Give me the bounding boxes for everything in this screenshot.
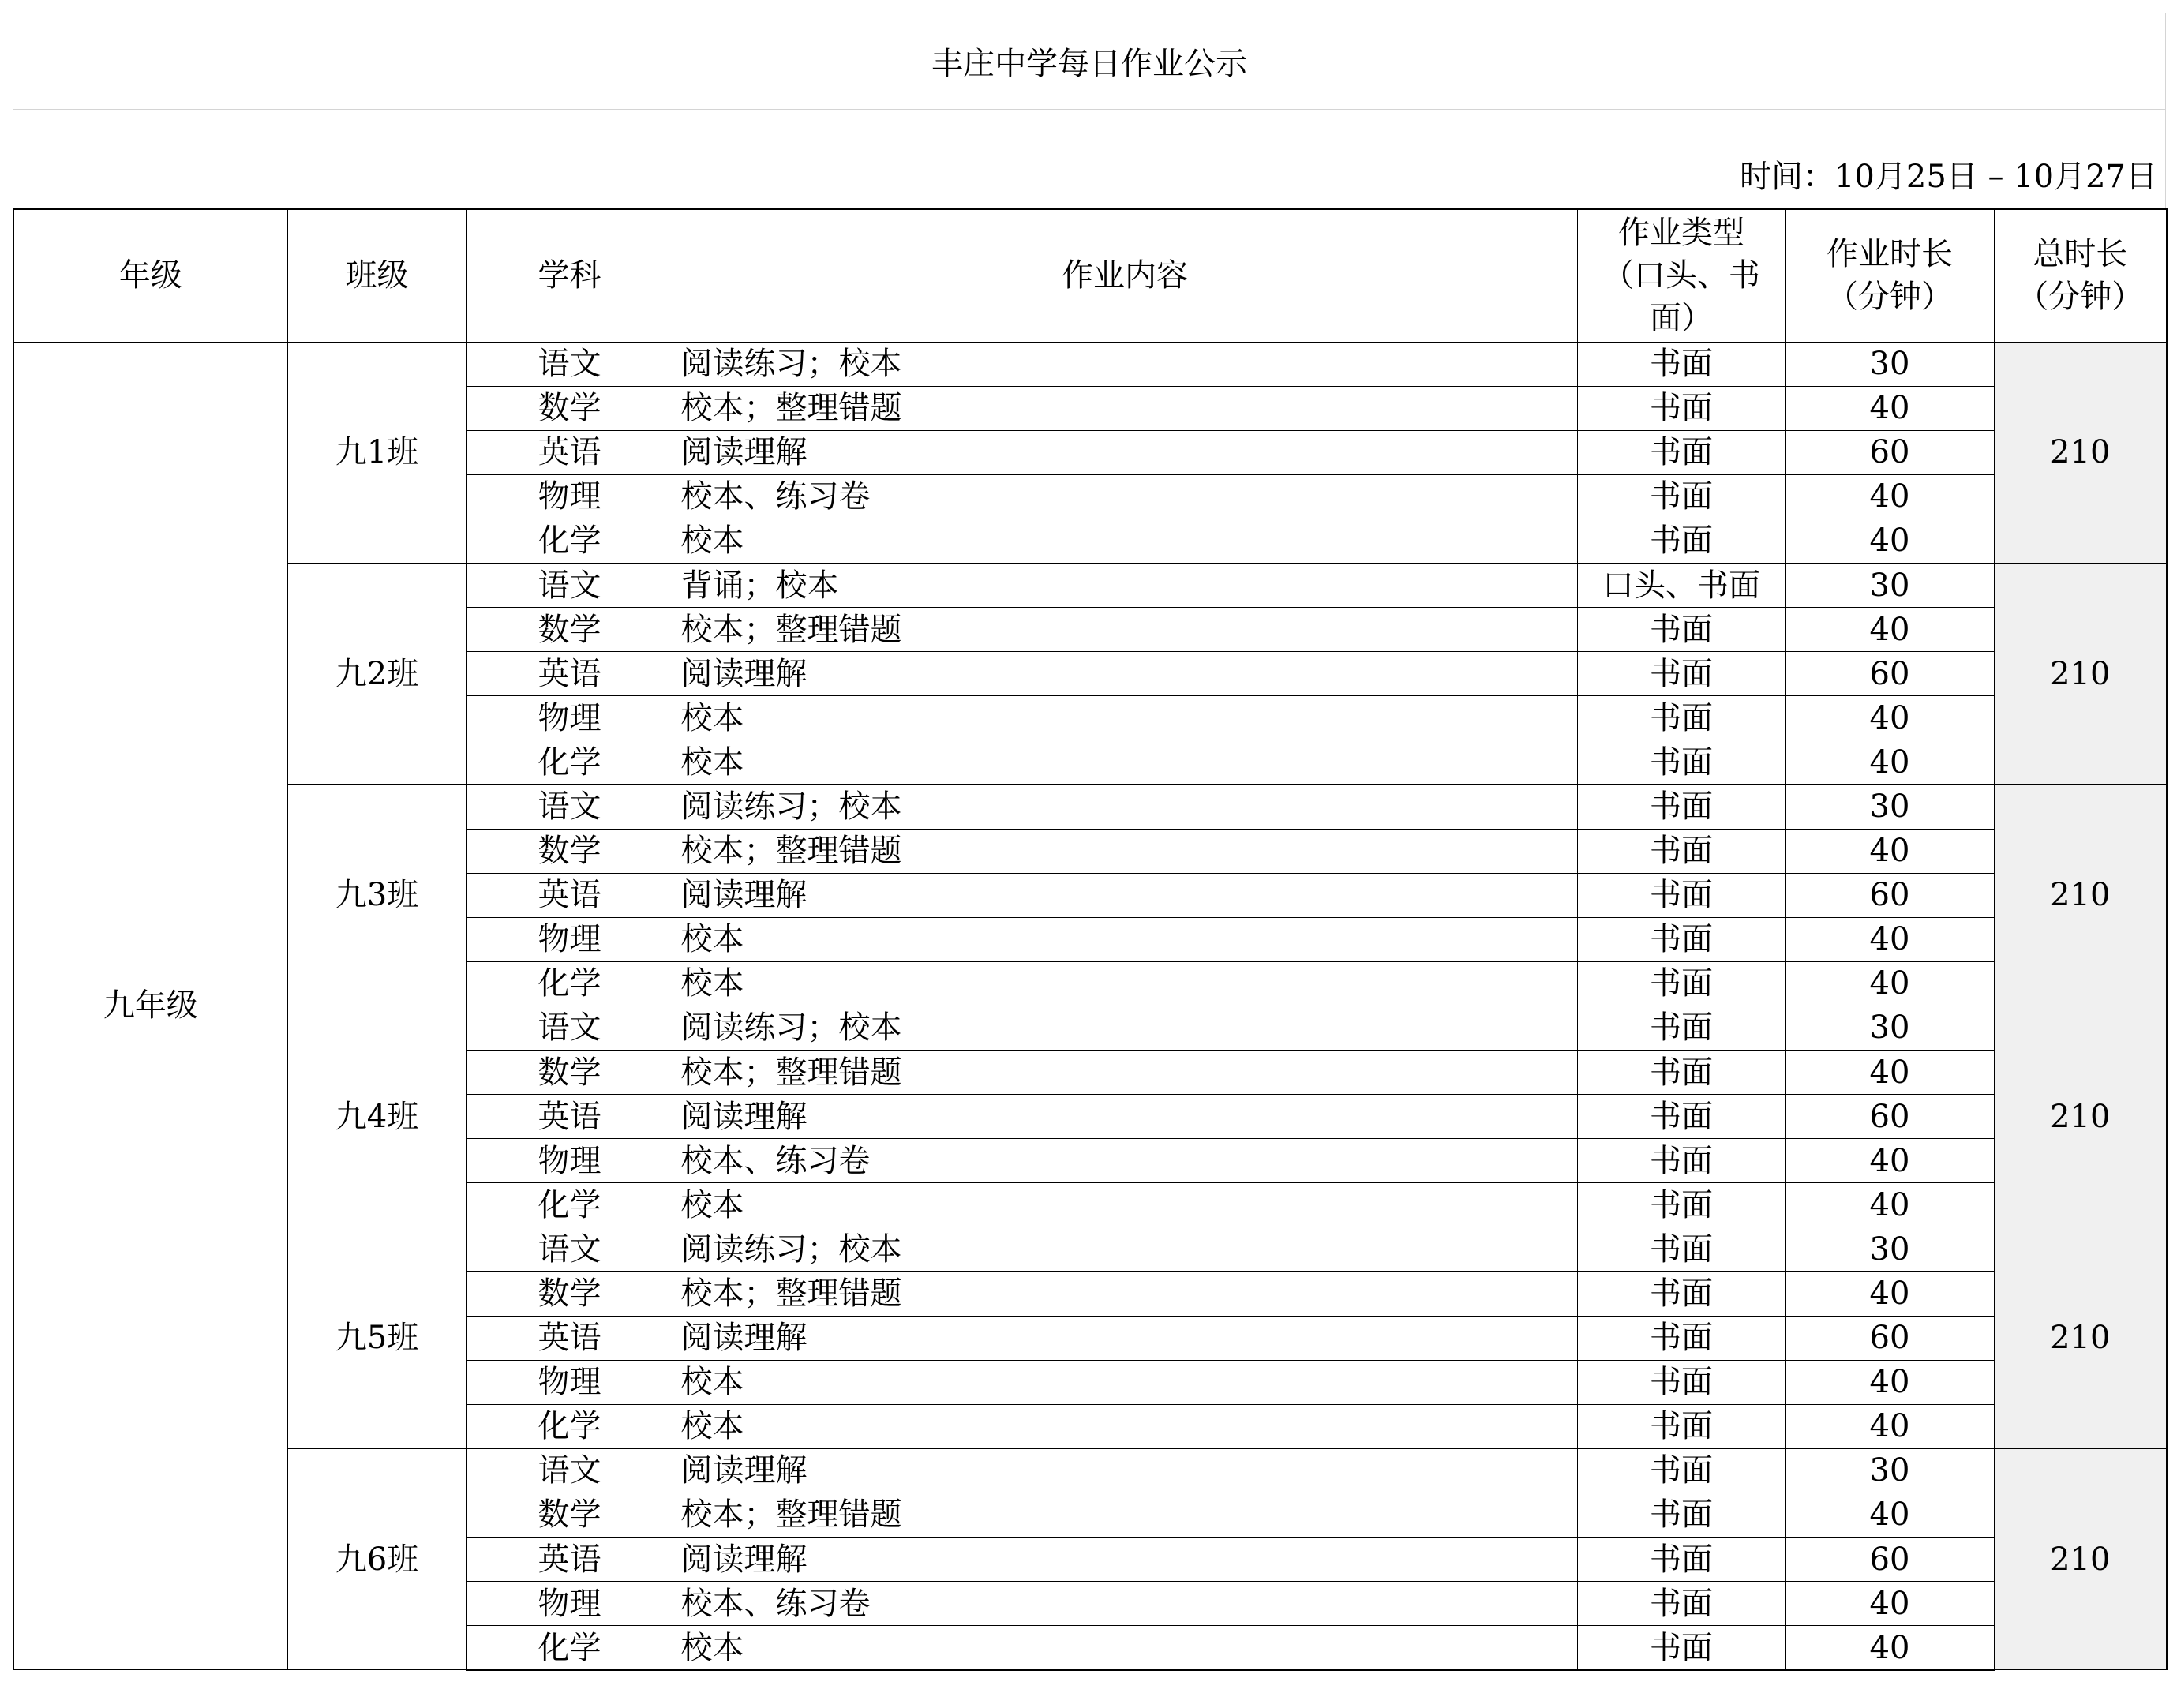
duration-cell: 40 [1785, 1493, 1994, 1537]
duration-cell: 40 [1785, 1626, 1994, 1670]
homework-sheet [13, 13, 2166, 1671]
content-cell: 校本；整理错题 [673, 1272, 1577, 1316]
duration-cell: 40 [1785, 608, 1994, 652]
duration-cell: 40 [1785, 1360, 1994, 1404]
date-range-row [13, 110, 2166, 208]
subject-cell: 数学 [466, 1051, 673, 1095]
type-cell: 书面 [1577, 1493, 1785, 1537]
table-row [13, 1006, 2167, 1050]
header-row [13, 209, 2167, 342]
content-cell: 校本、练习卷 [673, 474, 1577, 519]
subject-cell: 英语 [466, 1538, 673, 1582]
type-cell: 书面 [1577, 961, 1785, 1006]
content-cell: 阅读理解 [673, 1538, 1577, 1582]
subject-cell: 语文 [466, 1227, 673, 1272]
duration-cell: 40 [1785, 1183, 1994, 1227]
content-cell: 阅读理解 [673, 1095, 1577, 1139]
content-cell: 阅读理解 [673, 1448, 1577, 1493]
class-cell: 九2班 [287, 563, 466, 784]
subject-cell: 语文 [466, 342, 673, 386]
duration-cell: 40 [1785, 386, 1994, 430]
content-cell: 阅读练习；校本 [673, 342, 1577, 386]
table-body [13, 342, 2167, 1670]
content-cell: 校本、练习卷 [673, 1139, 1577, 1183]
sheet-title: 丰庄中学每日作业公示 [931, 46, 1247, 82]
content-cell: 校本；整理错题 [673, 386, 1577, 430]
duration-cell: 40 [1785, 1272, 1994, 1316]
duration-cell: 30 [1785, 1006, 1994, 1050]
type-cell: 书面 [1577, 1538, 1785, 1582]
duration-cell: 30 [1785, 563, 1994, 607]
type-cell: 书面 [1577, 519, 1785, 563]
type-cell: 书面 [1577, 1582, 1785, 1626]
content-cell: 阅读练习；校本 [673, 1227, 1577, 1272]
content-cell: 背诵；校本 [673, 563, 1577, 607]
type-cell: 书面 [1577, 1095, 1785, 1139]
duration-cell: 60 [1785, 1316, 1994, 1360]
type-cell: 书面 [1577, 1404, 1785, 1448]
header-subject: 学科 [466, 209, 673, 342]
table-row [13, 1448, 2167, 1493]
subject-cell: 物理 [466, 474, 673, 519]
duration-cell: 40 [1785, 474, 1994, 519]
header-type: 作业类型（口头、书面） [1577, 209, 1785, 342]
table-row [13, 1227, 2167, 1272]
duration-cell: 60 [1785, 1095, 1994, 1139]
type-cell: 书面 [1577, 1006, 1785, 1050]
header-content: 作业内容 [673, 209, 1577, 342]
duration-cell: 40 [1785, 917, 1994, 961]
subject-cell: 数学 [466, 608, 673, 652]
type-cell: 书面 [1577, 1227, 1785, 1272]
type-cell: 书面 [1577, 430, 1785, 474]
subject-cell: 化学 [466, 1404, 673, 1448]
subject-cell: 化学 [466, 740, 673, 785]
type-cell: 书面 [1577, 1316, 1785, 1360]
content-cell: 校本 [673, 1404, 1577, 1448]
duration-cell: 40 [1785, 829, 1994, 873]
content-cell: 校本 [673, 1360, 1577, 1404]
duration-cell: 40 [1785, 740, 1994, 785]
content-cell: 校本 [673, 519, 1577, 563]
content-cell: 校本；整理错题 [673, 829, 1577, 873]
content-cell: 校本；整理错题 [673, 1051, 1577, 1095]
table-row [13, 342, 2167, 386]
duration-cell: 60 [1785, 1538, 1994, 1582]
date-range: 时间：10月25日 – 10月27日 [1739, 159, 2157, 195]
subject-cell: 英语 [466, 430, 673, 474]
table-row [13, 563, 2167, 607]
subject-cell: 语文 [466, 1006, 673, 1050]
content-cell: 校本 [673, 917, 1577, 961]
type-cell: 书面 [1577, 829, 1785, 873]
subject-cell: 物理 [466, 1360, 673, 1404]
subject-cell: 数学 [466, 829, 673, 873]
duration-cell: 40 [1785, 1051, 1994, 1095]
type-cell: 书面 [1577, 1051, 1785, 1095]
subject-cell: 物理 [466, 1139, 673, 1183]
subject-cell: 数学 [466, 1493, 673, 1537]
type-cell: 书面 [1577, 696, 1785, 740]
content-cell: 校本、练习卷 [673, 1582, 1577, 1626]
type-cell: 书面 [1577, 608, 1785, 652]
duration-cell: 40 [1785, 1582, 1994, 1626]
type-cell: 书面 [1577, 1272, 1785, 1316]
header-duration: 作业时长（分钟） [1785, 209, 1994, 342]
header-class: 班级 [287, 209, 466, 342]
type-cell: 书面 [1577, 386, 1785, 430]
content-cell: 阅读理解 [673, 430, 1577, 474]
duration-cell: 30 [1785, 1448, 1994, 1493]
type-cell: 书面 [1577, 1183, 1785, 1227]
table-row [13, 785, 2167, 829]
duration-cell: 30 [1785, 785, 1994, 829]
class-cell: 九5班 [287, 1227, 466, 1448]
duration-cell: 60 [1785, 873, 1994, 917]
grade-cell: 九年级 [13, 342, 287, 1670]
content-cell: 校本 [673, 1183, 1577, 1227]
content-cell: 阅读练习；校本 [673, 1006, 1577, 1050]
content-cell: 校本 [673, 696, 1577, 740]
type-cell: 书面 [1577, 474, 1785, 519]
subject-cell: 物理 [466, 1582, 673, 1626]
content-cell: 校本 [673, 740, 1577, 785]
content-cell: 阅读理解 [673, 1316, 1577, 1360]
duration-cell: 30 [1785, 342, 1994, 386]
duration-cell: 60 [1785, 652, 1994, 696]
header-total: 总时长（分钟） [1994, 209, 2167, 342]
type-cell: 书面 [1577, 740, 1785, 785]
content-cell: 阅读练习；校本 [673, 785, 1577, 829]
class-cell: 九3班 [287, 785, 466, 1006]
duration-cell: 60 [1785, 430, 1994, 474]
total-cell: 210 [1994, 785, 2167, 1006]
total-cell: 210 [1994, 1227, 2167, 1448]
subject-cell: 英语 [466, 1095, 673, 1139]
type-cell: 书面 [1577, 1448, 1785, 1493]
subject-cell: 物理 [466, 917, 673, 961]
subject-cell: 数学 [466, 1272, 673, 1316]
type-cell: 书面 [1577, 1626, 1785, 1670]
duration-cell: 40 [1785, 696, 1994, 740]
content-cell: 校本；整理错题 [673, 608, 1577, 652]
type-cell: 书面 [1577, 1360, 1785, 1404]
duration-cell: 30 [1785, 1227, 1994, 1272]
subject-cell: 物理 [466, 696, 673, 740]
subject-cell: 英语 [466, 873, 673, 917]
subject-cell: 语文 [466, 563, 673, 607]
total-cell: 210 [1994, 1448, 2167, 1669]
subject-cell: 英语 [466, 652, 673, 696]
total-cell: 210 [1994, 342, 2167, 563]
subject-cell: 数学 [466, 386, 673, 430]
subject-cell: 英语 [466, 1316, 673, 1360]
type-cell: 书面 [1577, 785, 1785, 829]
subject-cell: 化学 [466, 1626, 673, 1670]
type-cell: 书面 [1577, 917, 1785, 961]
duration-cell: 40 [1785, 519, 1994, 563]
total-cell: 210 [1994, 1006, 2167, 1227]
type-cell: 书面 [1577, 1139, 1785, 1183]
content-cell: 校本；整理错题 [673, 1493, 1577, 1537]
subject-cell: 语文 [466, 1448, 673, 1493]
type-cell: 书面 [1577, 652, 1785, 696]
content-cell: 阅读理解 [673, 652, 1577, 696]
type-cell: 口头、书面 [1577, 563, 1785, 607]
duration-cell: 40 [1785, 961, 1994, 1006]
total-cell: 210 [1994, 563, 2167, 784]
type-cell: 书面 [1577, 873, 1785, 917]
sheet-title-row [13, 13, 2166, 110]
content-cell: 阅读理解 [673, 873, 1577, 917]
subject-cell: 化学 [466, 1183, 673, 1227]
type-cell: 书面 [1577, 342, 1785, 386]
homework-table [13, 208, 2168, 1671]
content-cell: 校本 [673, 961, 1577, 1006]
subject-cell: 语文 [466, 785, 673, 829]
header-grade: 年级 [13, 209, 287, 342]
duration-cell: 40 [1785, 1139, 1994, 1183]
subject-cell: 化学 [466, 961, 673, 1006]
content-cell: 校本 [673, 1626, 1577, 1670]
class-cell: 九6班 [287, 1448, 466, 1669]
class-cell: 九1班 [287, 342, 466, 563]
duration-cell: 40 [1785, 1404, 1994, 1448]
subject-cell: 化学 [466, 519, 673, 563]
class-cell: 九4班 [287, 1006, 466, 1227]
